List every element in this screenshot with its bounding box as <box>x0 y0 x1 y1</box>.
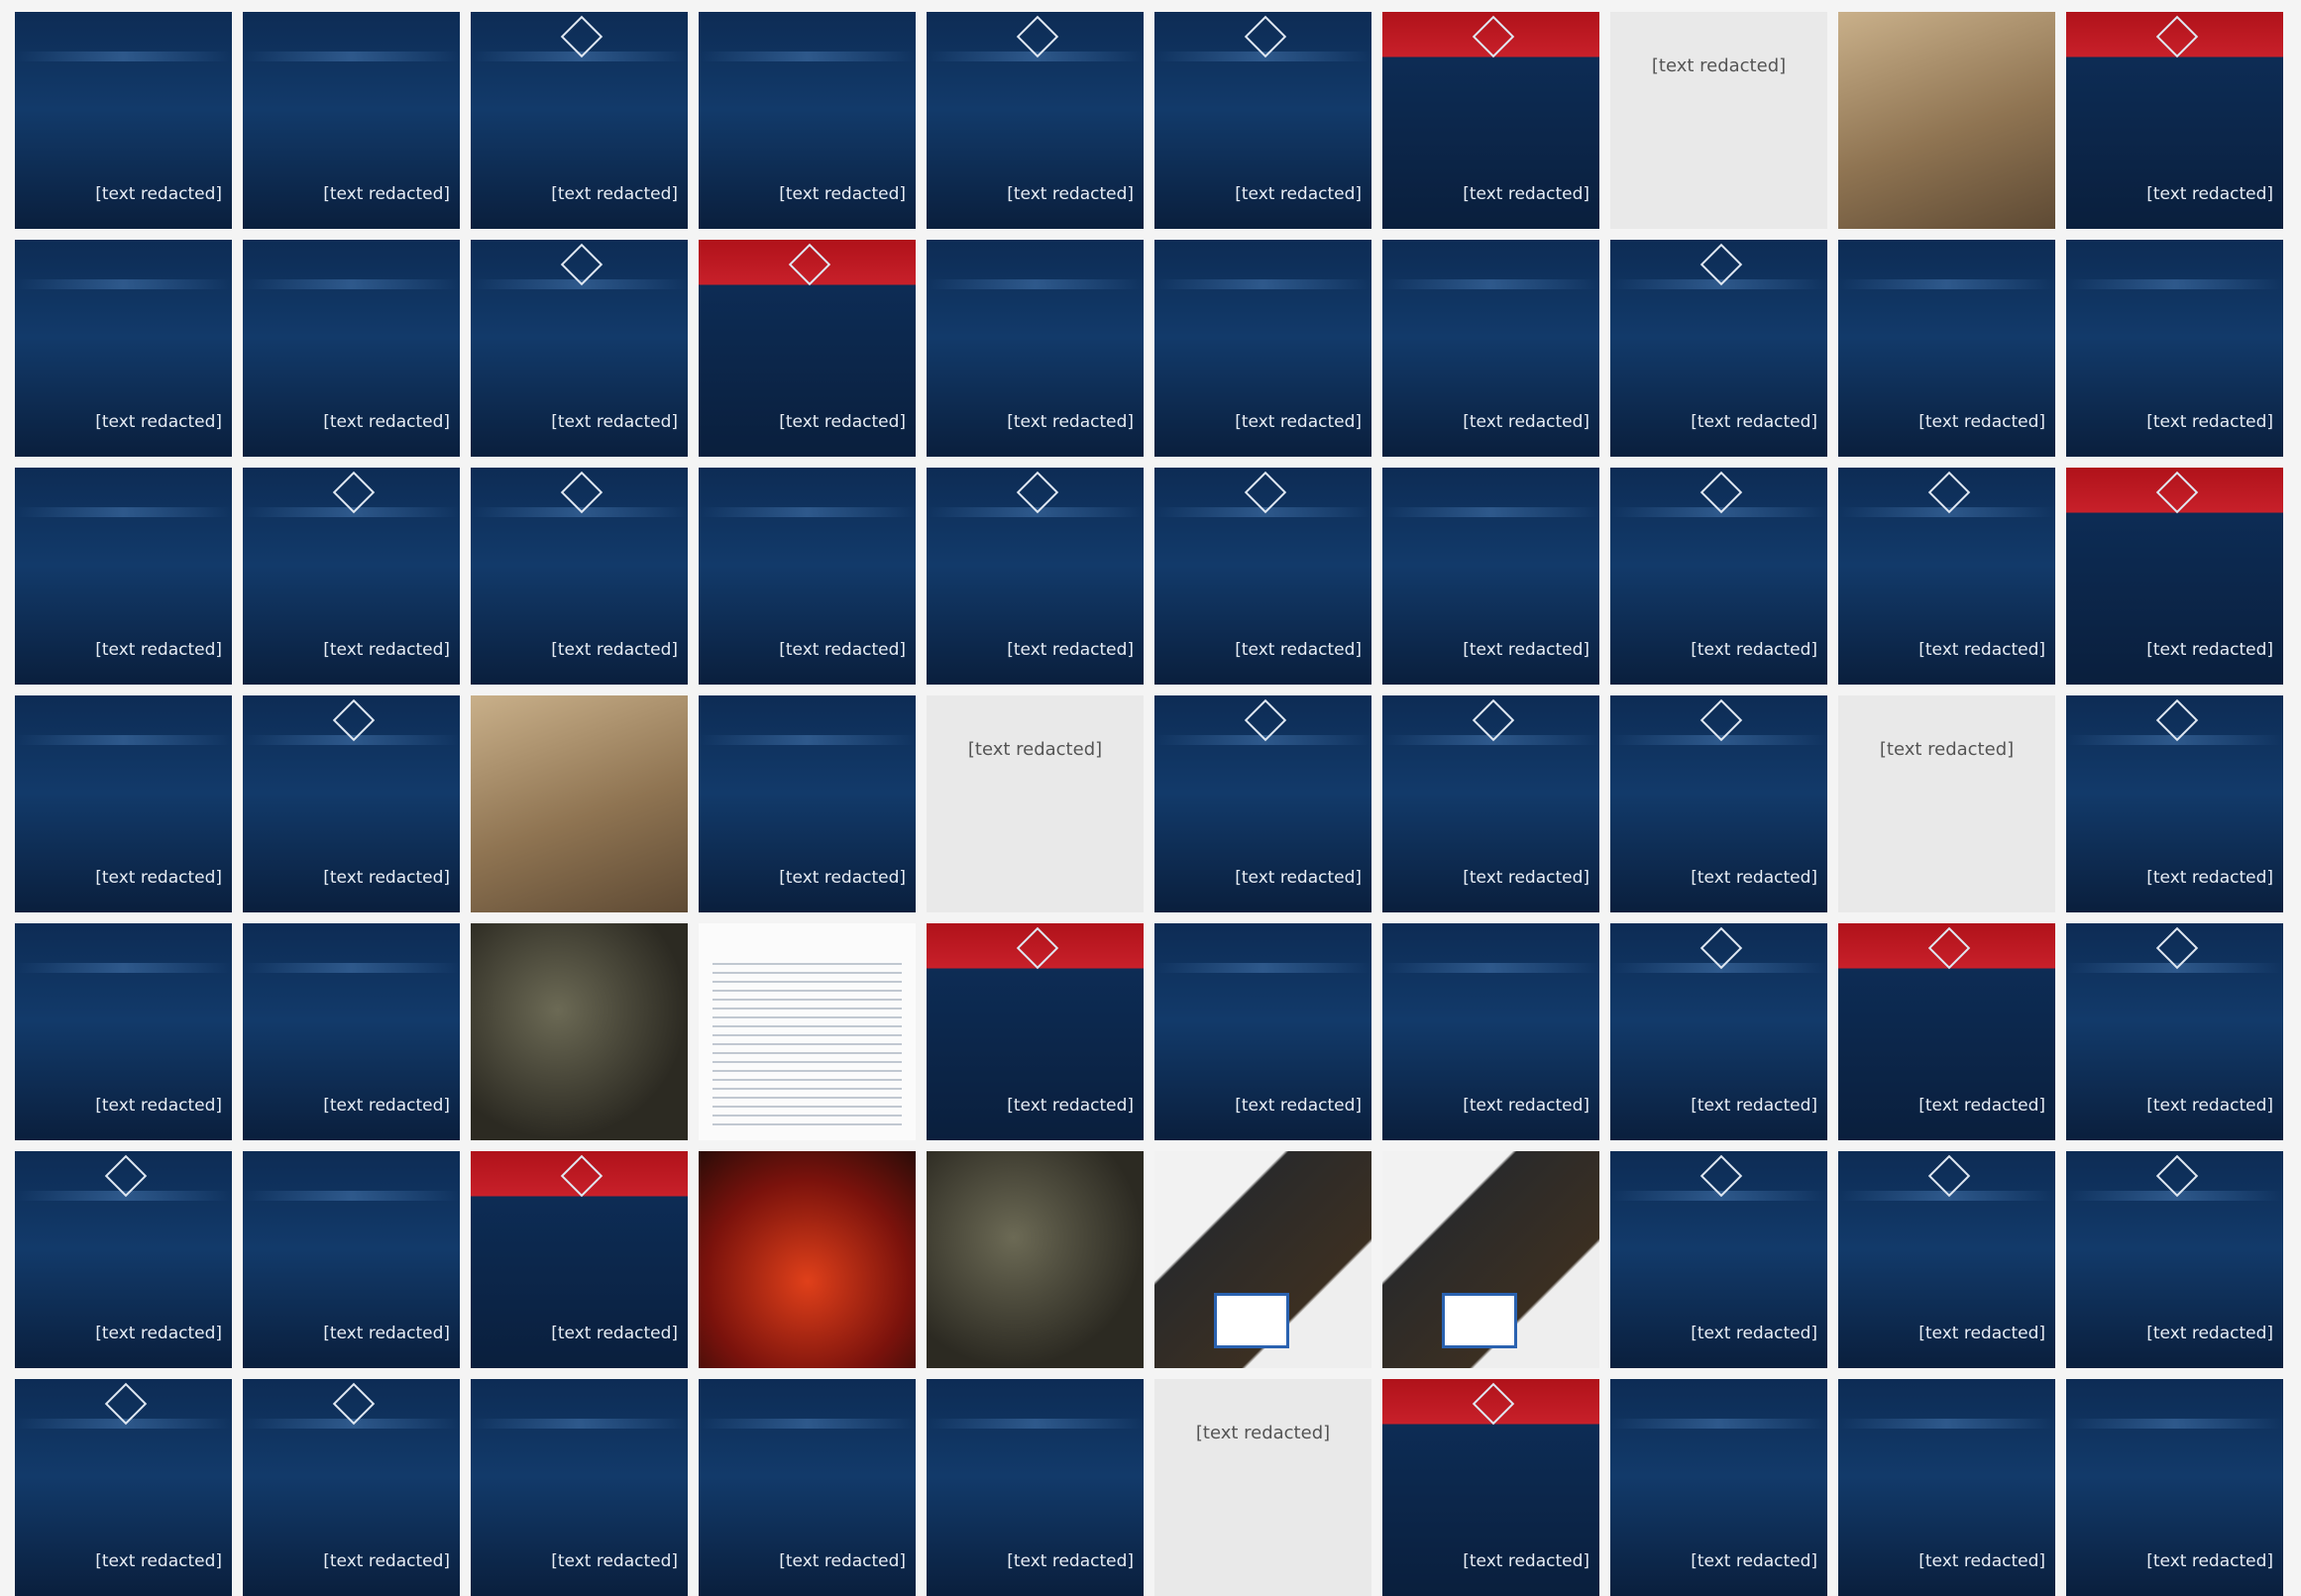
thumbnail-mag[interactable] <box>1154 1151 1371 1368</box>
thumbnail-blue-logo[interactable] <box>1838 468 2055 685</box>
thumbnail-blue[interactable] <box>699 468 916 685</box>
banner-stripe <box>243 1191 460 1201</box>
thumbnail-gray[interactable] <box>927 695 1144 912</box>
thumbnail-caption: [text redacted] <box>779 1551 906 1571</box>
emblem-icon <box>1016 927 1057 969</box>
thumbnail-caption: [text redacted] <box>1691 868 1817 888</box>
thumbnail-caption: [text redacted] <box>1691 412 1817 432</box>
banner-stripe <box>15 735 232 745</box>
thumbnail-caption: [text redacted] <box>551 640 678 660</box>
banner-stripe <box>927 279 1144 289</box>
emblem-icon <box>2155 472 2197 513</box>
emblem-icon <box>560 1155 602 1197</box>
thumbnail-blue[interactable] <box>15 695 232 912</box>
banner-stripe <box>243 279 460 289</box>
thumbnail-blue[interactable] <box>699 695 916 912</box>
banner-stripe <box>15 507 232 517</box>
thumbnail-blue-logo[interactable] <box>243 468 460 685</box>
thumbnail-caption: [text redacted] <box>323 184 450 204</box>
thumbnail-blue[interactable] <box>2066 240 2283 457</box>
thumbnail-blue[interactable] <box>243 1151 460 1368</box>
thumbnail-caption: [text redacted] <box>1463 184 1589 204</box>
thumbnail-caption: [text redacted] <box>1691 640 1817 660</box>
thumbnail-caption: [text redacted] <box>1007 184 1134 204</box>
thumbnail-caption: [text redacted] <box>95 1096 222 1116</box>
thumbnail-caption: [text redacted] <box>95 1551 222 1571</box>
thumbnail-blue-logo[interactable] <box>243 695 460 912</box>
thumbnail-caption: [text redacted] <box>2146 1551 2273 1571</box>
thumbnail-red[interactable] <box>2066 12 2283 229</box>
thumbnail-red[interactable] <box>471 1151 688 1368</box>
emblem-icon <box>1472 16 1513 57</box>
thumbnail-caption: [text redacted] <box>1691 1551 1817 1571</box>
thumbnail-caption: [text redacted] <box>95 1324 222 1343</box>
thumbnail-blue-logo[interactable] <box>243 1379 460 1596</box>
thumbnail-caption: [text redacted] <box>1007 412 1134 432</box>
banner-stripe <box>1610 1419 1827 1429</box>
thumbnail-photo-red[interactable] <box>699 1151 916 1368</box>
thumbnail-blue-logo[interactable] <box>15 1151 232 1368</box>
thumbnail-caption: [text redacted] <box>1918 412 2045 432</box>
thumbnail-caption: [text redacted] <box>551 1551 678 1571</box>
thumbnail-blue[interactable] <box>927 1379 1144 1596</box>
thumbnail-blue-logo[interactable] <box>1382 695 1599 912</box>
thumbnail-caption: [text redacted] <box>323 640 450 660</box>
thumbnail-blue[interactable] <box>1838 240 2055 457</box>
thumbnail-caption: [text redacted] <box>1463 1551 1589 1571</box>
thumbnail-caption: [text redacted] <box>323 1096 450 1116</box>
thumbnail-blue[interactable] <box>15 12 232 229</box>
banner-stripe <box>15 963 232 973</box>
thumbnail-photo-dark[interactable] <box>927 1151 1144 1368</box>
thumbnail-caption: [text redacted] <box>1007 1551 1134 1571</box>
thumbnail-caption: [text redacted] <box>1007 1096 1134 1116</box>
banner-stripe <box>1838 279 2055 289</box>
thumbnail-blue[interactable] <box>15 923 232 1140</box>
thumbnail-blue-logo[interactable] <box>471 12 688 229</box>
thumbnail-caption: [text redacted] <box>1691 1096 1817 1116</box>
thumbnail-blue-logo[interactable] <box>1154 468 1371 685</box>
banner-stripe <box>699 507 916 517</box>
thumbnail-blue[interactable] <box>1154 923 1371 1140</box>
banner-stripe <box>1154 963 1371 973</box>
thumbnail-red[interactable] <box>1838 923 2055 1140</box>
thumbnail-blue-logo[interactable] <box>2066 923 2283 1140</box>
thumbnail-caption: [text redacted] <box>323 1324 450 1343</box>
thumbnail-caption: [text redacted] <box>1463 412 1589 432</box>
thumbnail-gray[interactable] <box>1610 12 1827 229</box>
thumbnail-caption: [text redacted] <box>1691 1324 1817 1343</box>
thumbnail-gray[interactable] <box>1838 695 2055 912</box>
thumbnail-photo[interactable] <box>471 695 688 912</box>
banner-stripe <box>1382 963 1599 973</box>
thumbnail-blue[interactable] <box>15 240 232 457</box>
banner-stripe <box>1382 507 1599 517</box>
banner-stripe <box>1838 1419 2055 1429</box>
thumbnail-blue-logo[interactable] <box>471 240 688 457</box>
thumbnail-caption: [text redacted] <box>967 739 1103 760</box>
thumbnail-blue-logo[interactable] <box>2066 1151 2283 1368</box>
thumbnail-caption: [text redacted] <box>1235 184 1362 204</box>
thumbnail-caption: [text redacted] <box>95 184 222 204</box>
emblem-icon <box>2155 16 2197 57</box>
thumbnail-blue-logo[interactable] <box>927 12 1144 229</box>
thumbnail-grid <box>15 12 2283 1596</box>
thumbnail-caption: [text redacted] <box>2146 184 2273 204</box>
thumbnail-blue[interactable] <box>243 12 460 229</box>
thumbnail-caption: [text redacted] <box>551 1324 678 1343</box>
thumbnail-caption: [text redacted] <box>1463 640 1589 660</box>
thumbnail-mag[interactable] <box>1382 1151 1599 1368</box>
thumbnail-caption: [text redacted] <box>95 412 222 432</box>
thumbnail-blue-logo[interactable] <box>2066 695 2283 912</box>
banner-stripe <box>2066 1419 2283 1429</box>
thumbnail-caption: [text redacted] <box>95 640 222 660</box>
emblem-icon <box>1472 1383 1513 1425</box>
thumbnail-caption: [text redacted] <box>1918 640 2045 660</box>
thumbnail-blue[interactable] <box>1382 240 1599 457</box>
thumbnail-caption: [text redacted] <box>2146 412 2273 432</box>
thumbnail-blue[interactable] <box>243 923 460 1140</box>
banner-stripe <box>243 52 460 61</box>
thumbnail-caption: [text redacted] <box>1918 1551 2045 1571</box>
banner-stripe <box>1382 279 1599 289</box>
thumbnail-caption: [text redacted] <box>323 412 450 432</box>
thumbnail-blue[interactable] <box>2066 1379 2283 1596</box>
thumbnail-caption: [text redacted] <box>551 184 678 204</box>
banner-stripe <box>2066 279 2283 289</box>
thumbnail-red[interactable] <box>927 923 1144 1140</box>
banner-stripe <box>699 735 916 745</box>
document-text-lines <box>712 963 902 1126</box>
thumbnail-caption: [text redacted] <box>2146 1324 2273 1343</box>
thumbnail-blue-logo[interactable] <box>1610 695 1827 912</box>
thumbnail-blue[interactable] <box>471 1379 688 1596</box>
thumbnail-blue[interactable] <box>1382 468 1599 685</box>
banner-stripe <box>699 1419 916 1429</box>
emblem-icon <box>788 244 829 285</box>
thumbnail-red[interactable] <box>1382 12 1599 229</box>
banner-stripe <box>471 1419 688 1429</box>
thumbnail-blue-logo[interactable] <box>927 468 1144 685</box>
thumbnail-caption: [text redacted] <box>1235 640 1362 660</box>
thumbnail-caption: [text redacted] <box>779 640 906 660</box>
thumbnail-blue[interactable] <box>1838 1379 2055 1596</box>
thumbnail-gray[interactable] <box>1154 1379 1371 1596</box>
banner-stripe <box>699 52 916 61</box>
thumbnail-blue[interactable] <box>243 240 460 457</box>
thumbnail-blue[interactable] <box>15 468 232 685</box>
thumbnail-blue[interactable] <box>699 1379 916 1596</box>
thumbnail-caption: [text redacted] <box>2146 640 2273 660</box>
thumbnail-caption: [text redacted] <box>779 868 906 888</box>
thumbnail-caption: [text redacted] <box>95 868 222 888</box>
issue-number-badge <box>1442 1293 1517 1348</box>
thumbnail-blue-logo[interactable] <box>1610 1151 1827 1368</box>
thumbnail-caption: [text redacted] <box>1651 55 1787 76</box>
thumbnail-blue-logo[interactable] <box>1610 923 1827 1140</box>
thumbnail-caption: [text redacted] <box>1007 640 1134 660</box>
banner-stripe <box>927 1419 1144 1429</box>
thumbnail-red[interactable] <box>2066 468 2283 685</box>
thumbnail-blue[interactable] <box>927 240 1144 457</box>
thumbnail-caption: [text redacted] <box>1918 1324 2045 1343</box>
thumbnail-caption: [text redacted] <box>1463 868 1589 888</box>
thumbnail-blue[interactable] <box>699 12 916 229</box>
thumbnail-blue-logo[interactable] <box>1838 1151 2055 1368</box>
thumbnail-caption: [text redacted] <box>1918 1096 2045 1116</box>
thumbnail-red[interactable] <box>1382 1379 1599 1596</box>
thumbnail-caption: [text redacted] <box>779 412 906 432</box>
banner-stripe <box>15 279 232 289</box>
issue-number-badge <box>1214 1293 1289 1348</box>
thumbnail-blue-logo[interactable] <box>1154 12 1371 229</box>
thumbnail-blue-logo[interactable] <box>471 468 688 685</box>
thumbnail-caption: [text redacted] <box>2146 1096 2273 1116</box>
thumbnail-caption: [text redacted] <box>1235 868 1362 888</box>
thumbnail-blue-logo[interactable] <box>1154 695 1371 912</box>
thumbnail-caption: [text redacted] <box>1195 1423 1331 1443</box>
emblem-icon <box>1927 927 1969 969</box>
banner-stripe <box>243 963 460 973</box>
thumbnail-caption: [text redacted] <box>1235 412 1362 432</box>
thumbnail-photo[interactable] <box>1838 12 2055 229</box>
thumbnail-caption: [text redacted] <box>2146 868 2273 888</box>
thumbnail-caption: [text redacted] <box>551 412 678 432</box>
thumbnail-photo-dark[interactable] <box>471 923 688 1140</box>
thumbnail-doc[interactable] <box>699 923 916 1140</box>
thumbnail-blue-logo[interactable] <box>1610 468 1827 685</box>
thumbnail-caption: [text redacted] <box>1463 1096 1589 1116</box>
thumbnail-caption: [text redacted] <box>1879 739 2015 760</box>
thumbnail-blue[interactable] <box>1610 1379 1827 1596</box>
thumbnail-caption: [text redacted] <box>1235 1096 1362 1116</box>
thumbnail-caption: [text redacted] <box>323 1551 450 1571</box>
thumbnail-blue[interactable] <box>1154 240 1371 457</box>
banner-stripe <box>1154 279 1371 289</box>
thumbnail-caption: [text redacted] <box>779 184 906 204</box>
thumbnail-blue[interactable] <box>1382 923 1599 1140</box>
thumbnail-caption: [text redacted] <box>323 868 450 888</box>
banner-stripe <box>15 52 232 61</box>
thumbnail-red[interactable] <box>699 240 916 457</box>
thumbnail-blue-logo[interactable] <box>1610 240 1827 457</box>
thumbnail-blue-logo[interactable] <box>15 1379 232 1596</box>
